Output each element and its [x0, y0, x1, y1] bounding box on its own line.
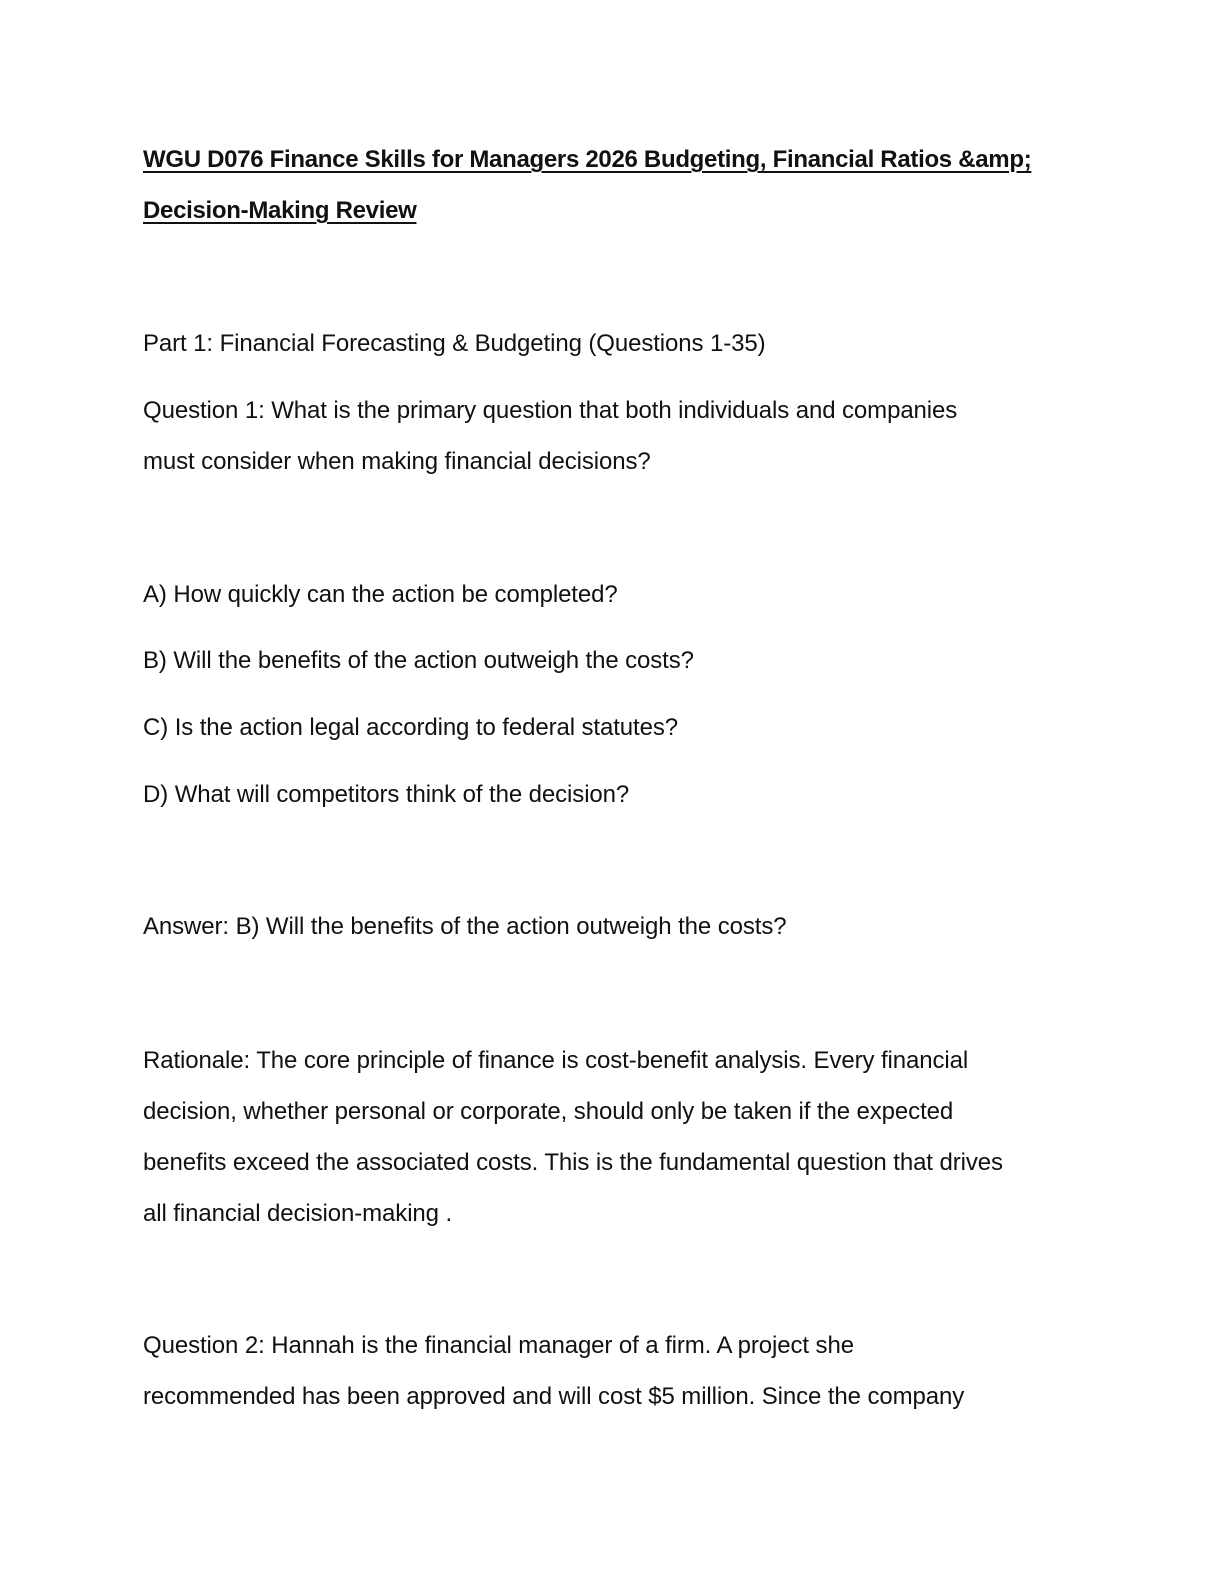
question-1-rationale-line-1: Rationale: The core principle of finance is cost-benefit analysis. Every financial: [143, 1047, 969, 1074]
question-1-rationale-line-4: all financial decision-making .: [143, 1200, 453, 1227]
question-1-rationale-line-2: decision, whether personal or corporate, should only be taken if the expected: [143, 1098, 954, 1125]
document-title-line-2: Decision-Making Review: [143, 197, 417, 224]
question-1-answer: Answer: B) Will the benefits of the action outweigh the costs?: [143, 913, 787, 940]
question-2-text-line-1: Question 2: Hannah is the financial manager of a firm. A project she: [143, 1332, 854, 1359]
question-1-text-line-1: Question 1: What is the primary question that both individuals and companies: [143, 397, 958, 424]
document-title-line-1: WGU D076 Finance Skills for Managers 2026 Budgeting, Financial Ratios &amp;: [143, 146, 1032, 173]
question-1-option-a: A) How quickly can the action be completed?: [143, 581, 618, 608]
part-heading: Part 1: Financial Forecasting & Budgeting (Questions 1-35): [143, 330, 766, 357]
question-1-text-line-2: must consider when making financial decisions?: [143, 448, 651, 475]
question-1-rationale-line-3: benefits exceed the associated costs. This is the fundamental question that drives: [143, 1149, 1003, 1176]
question-1-option-b: B) Will the benefits of the action outweigh the costs?: [143, 647, 694, 674]
question-1-option-d: D) What will competitors think of the decision?: [143, 781, 630, 808]
question-1-option-c: C) Is the action legal according to federal statutes?: [143, 714, 679, 741]
question-2-text-line-2: recommended has been approved and will cost $5 million. Since the company: [143, 1383, 965, 1410]
